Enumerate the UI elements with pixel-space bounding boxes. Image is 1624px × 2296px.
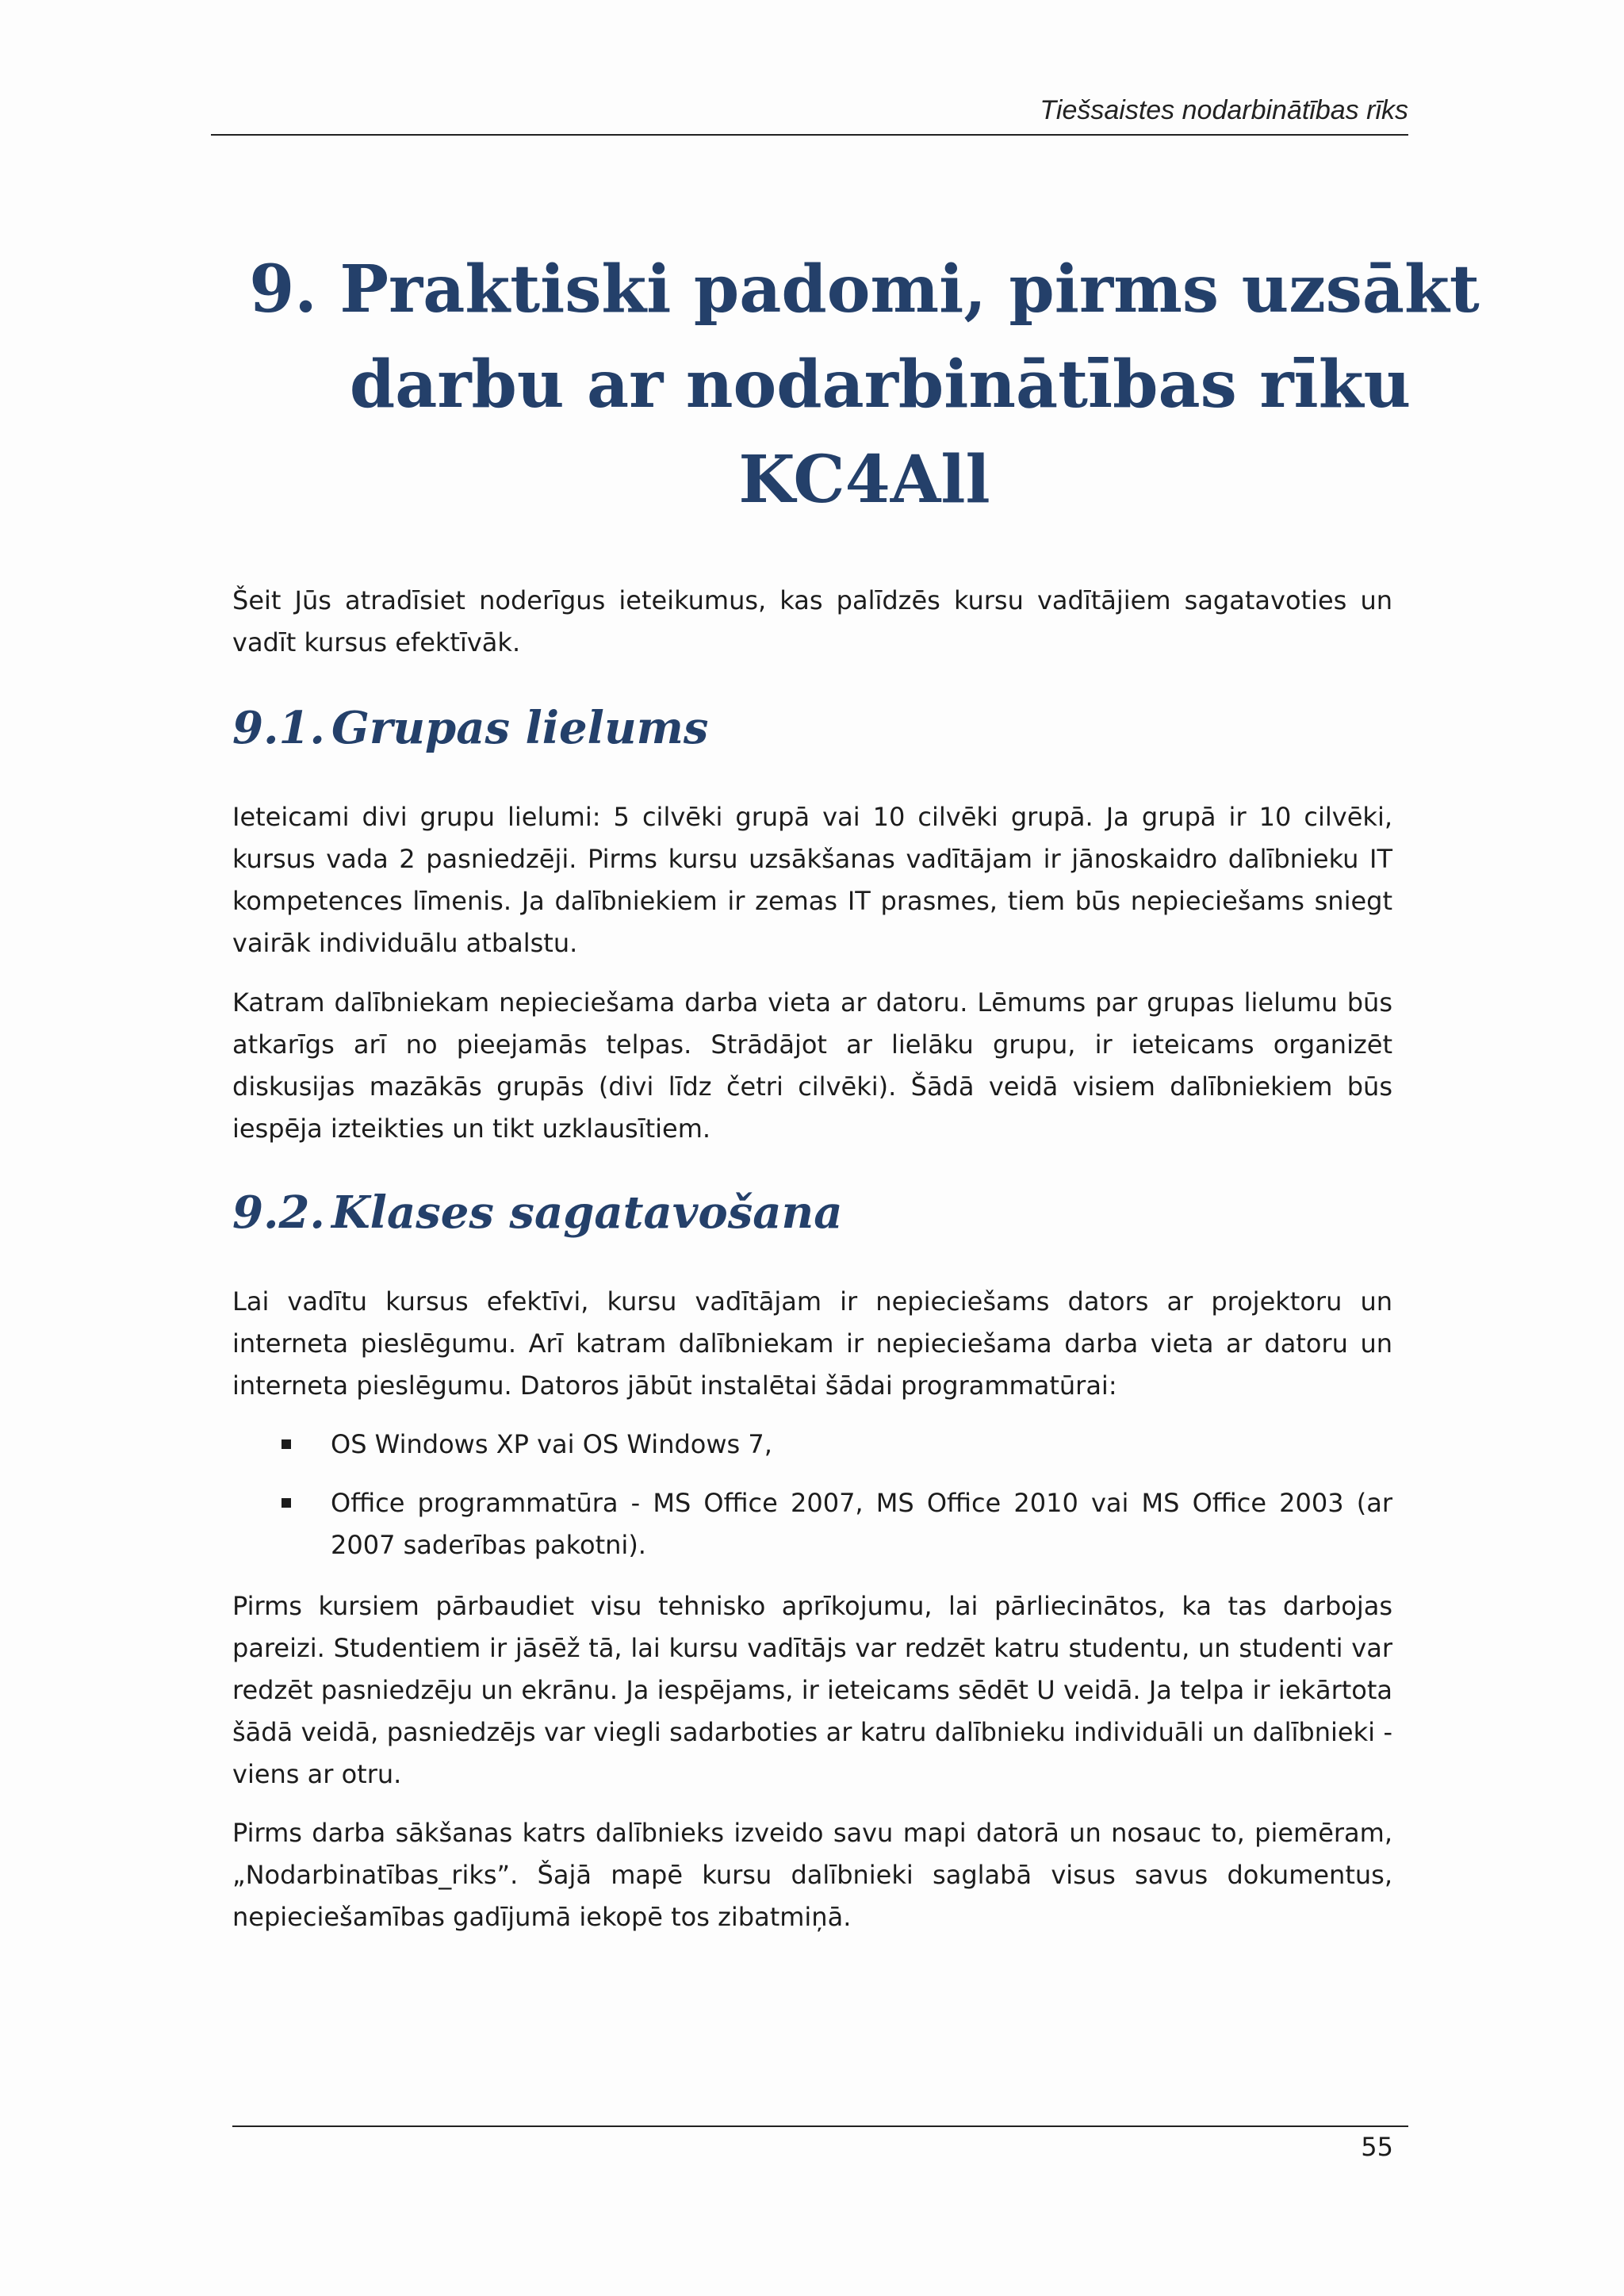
section-number: 9.2. bbox=[232, 1186, 325, 1239]
list-item bbox=[282, 1424, 1392, 1466]
paragraph: Lai vadītu kursus efektīvi, kursu vadītājam ir nepieciešams dators ar projektoru un interneta pieslēgumu. Arī katram dalībniekam ir nepieciešama darba vieta ar datoru un interneta pieslēgumu. Datoros jābūt instalētai šādai programmatūrai: bbox=[232, 1286, 1392, 1401]
chapter-title-line: KC4All bbox=[738, 442, 990, 518]
chapter-title-line: darbu ar nodarbinātības rīku bbox=[349, 347, 1411, 423]
list-item bbox=[282, 1482, 1392, 1566]
paragraph: Pirms darba sākšanas katrs dalībnieks izveido savu mapi datorā un nosauc to, piemēram, „Nodarbinatības_riks”. Šajā mapē kursu dalībnieki saglabā visus savus dokumentus, nepieciešamības gadījumā iekopē tos zibatmiņā. bbox=[232, 1818, 1392, 1932]
running-header: Tiešsaistes nodarbinātības rīks bbox=[1040, 95, 1408, 125]
page-number: 55 bbox=[1361, 2132, 1393, 2162]
section-heading bbox=[232, 1185, 1392, 1240]
chapter-title bbox=[238, 242, 1491, 527]
paragraph: Katram dalībniekam nepieciešama darba vieta ar datoru. Lēmums par grupas lielumu būs atkarīgs arī no pieejamās telpas. Strādājot ar lielāku grupu, ir ieteicams organizēt diskusijas mazākās grupās (divi līdz četri cilvēki). Šādā veidā visiem dalībniekiem būs iespēja izteikties un tikt uzklausītiem. bbox=[232, 987, 1392, 1144]
section-number: 9.1. bbox=[232, 702, 325, 754]
paragraph: Pirms kursiem pārbaudiet visu tehnisko aprīkojumu, lai pārliecinātos, ka tas darbojas pareizi. Studentiem ir jāsēž tā, lai kursu vadītājs var redzēt katru studentu, un studenti var redzēt pasniedzēju un ekrānu. Ja iespējams, ir ieteicams sēdēt U veidā. Ja telpa ir iekārtota šādā veidā, pasniedzējs var viegli sadarboties ar katru dalībnieku individuāli un dalībnieki - viens ar otru. bbox=[232, 1591, 1392, 1789]
paragraph: Ieteicami divi grupu lielumi: 5 cilvēki grupā vai 10 cilvēki grupā. Ja grupā ir 10 cilvēki, kursus vada 2 pasniedzēji. Pirms kursu uzsākšanas vadītājam ir jānoskaidro dalībnieku IT kompetences līmenis. Ja dalībniekiem ir zemas IT prasmes, tiem būs nepieciešams sniegt vairāk individuālu atbalstu. bbox=[232, 802, 1392, 958]
footer-divider bbox=[232, 2125, 1408, 2127]
list-item-text: OS Windows XP vai OS Windows 7, bbox=[331, 1429, 772, 1459]
square-bullet-icon bbox=[282, 1498, 291, 1508]
chapter-title-line: 9. Praktiski padomi, pirms uzsākt bbox=[249, 251, 1480, 328]
section-title: Klases sagatavošana bbox=[331, 1186, 843, 1239]
section-heading bbox=[232, 700, 1392, 756]
list-item-text: Office programmatūra - MS Office 2007, MS Office 2010 vai MS Office 2003 (ar 2007 saderības pakotni). bbox=[331, 1488, 1392, 1560]
section-title: Grupas lielums bbox=[331, 702, 709, 754]
square-bullet-icon bbox=[282, 1439, 291, 1449]
chapter-intro: Šeit Jūs atradīsiet noderīgus ieteikumus, kas palīdzēs kursu vadītājiem sagatavoties un vadīt kursus efektīvāk. bbox=[232, 585, 1392, 657]
header-divider bbox=[211, 134, 1408, 136]
